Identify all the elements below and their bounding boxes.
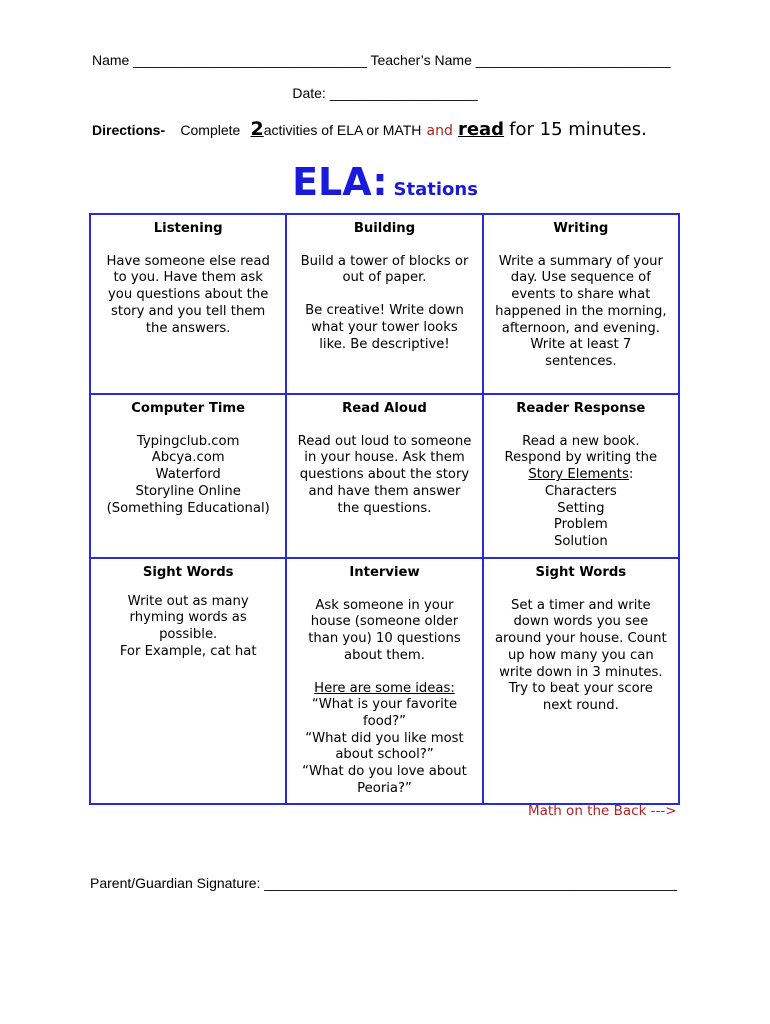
cell-line: Read out loud to someone bbox=[297, 433, 472, 449]
directions-minutes: for 15 minutes. bbox=[509, 119, 647, 140]
cell-title: Sight Words bbox=[535, 565, 627, 580]
cell-line: the answers. bbox=[145, 320, 231, 336]
story-elements-line bbox=[488, 467, 674, 484]
story-elements-label: Story Elements bbox=[528, 467, 629, 483]
stations-grid bbox=[89, 213, 680, 805]
cell-line: Typingclub.com bbox=[136, 433, 240, 449]
cell-line: what your tower looks bbox=[311, 319, 458, 335]
cell-computer-time bbox=[90, 394, 286, 558]
math-on-back-note: Math on the Back ---> bbox=[528, 803, 677, 819]
cell-title: Reader Response bbox=[516, 401, 646, 416]
cell-writing bbox=[483, 214, 679, 394]
cell-line: about them. bbox=[344, 647, 425, 663]
cell-line: Try to beat your score bbox=[508, 681, 653, 697]
cell-line: possible. bbox=[159, 627, 218, 643]
cell-line: Write at least 7 bbox=[530, 337, 632, 353]
cell-sight-words-2 bbox=[483, 558, 679, 804]
cell-line: Setting bbox=[557, 500, 605, 516]
cell-line: about school?” bbox=[335, 747, 434, 763]
cell-line: rhyming words as bbox=[129, 610, 247, 626]
page-title bbox=[0, 160, 770, 204]
grid-row bbox=[90, 558, 679, 804]
directions-activities: activities of ELA or MATH bbox=[263, 122, 422, 138]
cell-line: Set a timer and write bbox=[510, 597, 651, 613]
cell-line: “What is your favorite bbox=[311, 697, 458, 713]
cell-line: down words you see bbox=[513, 614, 649, 630]
cell-line: Write out as many bbox=[127, 593, 249, 609]
directions-label: Directions- bbox=[92, 122, 166, 138]
cell-line: Read a new book. bbox=[522, 433, 640, 449]
cell-line: Waterford bbox=[155, 467, 221, 483]
cell-line: Build a tower of blocks or bbox=[300, 253, 469, 269]
grid-row bbox=[90, 394, 679, 558]
cell-line: than you) 10 questions bbox=[308, 631, 461, 647]
cell-line: to you. Have them ask bbox=[113, 270, 263, 286]
cell-line: day. Use sequence of bbox=[510, 270, 651, 286]
cell-line: Ask someone in your bbox=[315, 597, 454, 613]
cell-building bbox=[286, 214, 482, 394]
cell-line: out of paper. bbox=[342, 270, 427, 286]
cell-line: sentences. bbox=[545, 353, 617, 369]
cell-line: and have them answer bbox=[308, 483, 461, 499]
date-line: Date: ___________________ bbox=[292, 85, 478, 101]
cell-line: the questions. bbox=[337, 500, 432, 516]
cell-line: write down in 3 minutes. bbox=[499, 664, 663, 680]
cell-line: up how many you can bbox=[507, 647, 654, 663]
name-teacher-line: Name ______________________________ Teacher’s Name _________________________ bbox=[92, 52, 671, 68]
cell-line: Solution bbox=[553, 533, 608, 549]
cell-line: like. Be descriptive! bbox=[319, 336, 450, 352]
title-sub: Stations bbox=[393, 179, 478, 200]
cell-title: Writing bbox=[553, 221, 609, 236]
cell-line: Peoria?” bbox=[357, 780, 412, 796]
cell-listening bbox=[90, 214, 286, 394]
directions-complete: Complete bbox=[180, 122, 241, 138]
directions-and: and bbox=[426, 123, 453, 139]
cell-sight-words-1 bbox=[90, 558, 286, 804]
cell-title: Interview bbox=[349, 565, 420, 580]
cell-line: Characters bbox=[544, 483, 617, 499]
cell-line: For Example, cat hat bbox=[119, 643, 257, 659]
cell-line: house (someone older bbox=[310, 614, 459, 630]
cell-title: Sight Words bbox=[142, 565, 234, 580]
cell-reader-response bbox=[483, 394, 679, 558]
cell-line: next round. bbox=[542, 697, 619, 713]
cell-line: Problem bbox=[553, 517, 608, 533]
cell-line: around your house. Count bbox=[494, 631, 667, 647]
cell-line: Abcya.com bbox=[151, 450, 225, 466]
ideas-label: Here are some ideas: bbox=[314, 680, 455, 696]
cell-line: Write a summary of your bbox=[498, 253, 663, 269]
cell-line: questions about the story bbox=[299, 467, 470, 483]
cell-line: story and you tell them bbox=[111, 303, 266, 319]
cell-read-aloud bbox=[286, 394, 482, 558]
cell-title: Listening bbox=[153, 221, 223, 236]
directions-number: 2 bbox=[250, 118, 264, 140]
cell-line: Respond by writing the bbox=[504, 450, 658, 466]
cell-line: Have someone else read bbox=[106, 253, 270, 269]
cell-interview bbox=[286, 558, 482, 804]
cell-line: “What did you like most bbox=[305, 730, 464, 746]
title-main: ELA: bbox=[292, 160, 388, 204]
cell-title: Building bbox=[353, 221, 416, 236]
directions bbox=[92, 118, 647, 140]
cell-line: “What do you love about bbox=[302, 764, 467, 780]
cell-line: food?” bbox=[363, 713, 406, 729]
cell-title: Read Aloud bbox=[342, 401, 427, 416]
cell-line: Be creative! Write down bbox=[305, 303, 464, 319]
signature-line: Parent/Guardian Signature: _____________________________________________________ bbox=[90, 875, 677, 891]
cell-line: you questions about the bbox=[107, 287, 269, 303]
cell-line: (Something Educational) bbox=[106, 500, 270, 516]
cell-line: events to share what bbox=[511, 287, 651, 303]
directions-read: read bbox=[457, 119, 505, 140]
grid-row bbox=[90, 214, 679, 394]
colon: : bbox=[628, 467, 634, 483]
cell-line: in your house. Ask them bbox=[304, 450, 465, 466]
cell-line: afternoon, and evening. bbox=[501, 320, 660, 336]
cell-title: Computer Time bbox=[131, 401, 246, 416]
cell-line: happened in the morning, bbox=[495, 303, 667, 319]
cell-line: Storyline Online bbox=[135, 483, 241, 499]
